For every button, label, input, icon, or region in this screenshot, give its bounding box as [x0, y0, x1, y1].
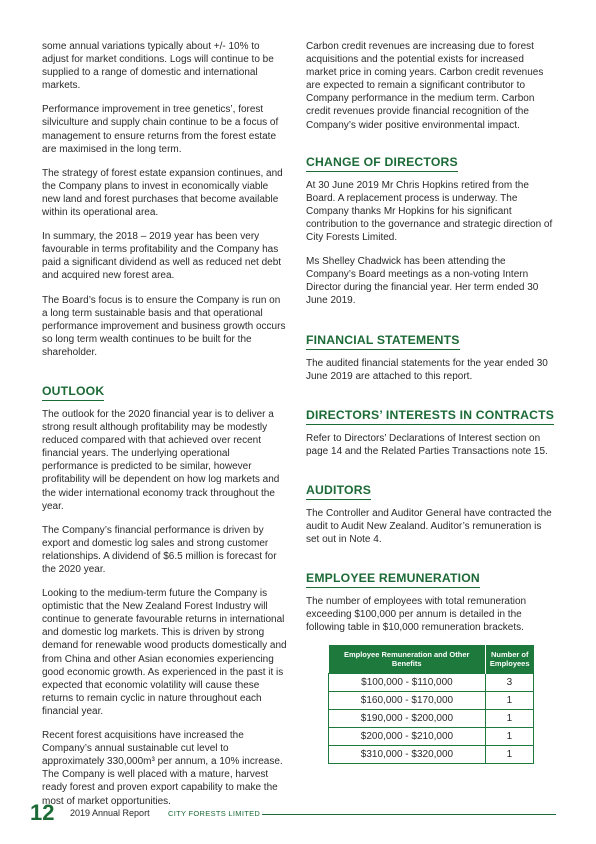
outlook-heading: OUTLOOK — [42, 384, 104, 401]
carbon-credit-paragraph: Carbon credit revenues are increasing due to forest acquisitions and the potential exists for increased market price in coming years. Carbon credit revenues are expected to remain a significant contributor to Company performance in the medium term. Carbon credit revenues provide financial recognition of the Company’s wider positive environmental impact. — [306, 41, 544, 131]
column-header-employees: Number of Employees — [485, 645, 533, 674]
auditors-heading: AUDITORS — [306, 483, 371, 500]
financial-statements-paragraph: The audited financial statements for the year ended 30 June 2019 are attached to this report. — [306, 357, 548, 382]
table-row — [329, 728, 534, 746]
count-cell: 3 — [485, 674, 533, 692]
bracket-cell: $310,000 - $320,000 — [329, 746, 486, 764]
directors-interests-heading: DIRECTORS’ INTERESTS IN CONTRACTS — [306, 408, 554, 425]
table-header-row — [329, 645, 534, 674]
table-row — [329, 674, 534, 692]
report-title: 2019 Annual Report — [70, 808, 150, 818]
intro-paragraph-5: The Board’s focus is to ensure the Company is run on a long term sustainable basis and that operational performance improvement and business growth occurs so long term wealth continues to be built for the shareholder. — [42, 294, 286, 358]
bracket-cell: $190,000 - $200,000 — [329, 710, 486, 728]
page-footer — [30, 801, 556, 825]
table-row — [329, 692, 534, 710]
intro-paragraph-2: Performance improvement in tree genetics’, forest silviculture and supply chain continue to be a focus of management to ensure returns from the forest estate are maximised in the long term. — [42, 104, 279, 155]
count-cell: 1 — [485, 728, 533, 746]
intro-paragraph-3: The strategy of forest estate expansion continues, and the Company plans to invest in economically viable new land and forest purchases that become available within its operational area. — [42, 167, 283, 219]
table-row — [329, 710, 534, 728]
change-of-directors-heading: CHANGE OF DIRECTORS — [306, 155, 458, 172]
count-cell: 1 — [485, 692, 533, 710]
company-name: CITY FORESTS LIMITED — [168, 809, 261, 818]
employee-remuneration-heading: EMPLOYEE REMUNERATION — [306, 571, 480, 588]
outlook-paragraph-4: Recent forest acquisitions have increased the Company’s annual sustainable cut level to approximately 330,000m³ per annum, a 10% increase. The Company is well placed with a mature, harvest ready forest and proven export capability to make the most of market opportunities. — [42, 730, 283, 807]
outlook-paragraph-2: The Company’s financial performance is driven by export and domestic log sales and strong customer relationships. A dividend of $6.5 million is forecast for the 2020 year. — [42, 524, 277, 575]
outlook-paragraph-3: Looking to the medium-term future the Company is optimistic that the New Zealand Forest Industry will continue to generate favourable returns in international and domestic log markets. This is driven by strong demand for renewable wood products domestically and from China and other Asian economies experiencing good economic growth. As experienced in the past it is expected that economic volatility will cause these returns to remain cyclic in nature throughout each financial year. — [42, 588, 287, 717]
count-cell: 1 — [485, 710, 533, 728]
remuneration-table — [328, 645, 534, 764]
change-of-directors-paragraph-1: At 30 June 2019 Mr Chris Hopkins retired from the Board. A replacement process is underway. The Company thanks Mr Hopkins for his significant contribution to the governance and strategic direction of City Forests Limited. — [306, 179, 553, 244]
bracket-cell: $200,000 - $210,000 — [329, 728, 486, 746]
directors-interests-paragraph: Refer to Directors’ Declarations of Interest section on page 14 and the Related Parties Transactions note 15. — [306, 432, 548, 457]
page-number: 12 — [30, 800, 55, 825]
table-row — [329, 746, 534, 764]
column-header-remuneration: Employee Remuneration and Other Benefits — [329, 645, 486, 674]
auditors-paragraph: The Controller and Auditor General have contracted the audit to Audit New Zealand. Auditor’s remuneration is set out in Note 4. — [306, 507, 552, 546]
outlook-paragraph-1: The outlook for the 2020 financial year is to deliver a strong result although profitability may be modestly reduced compared with that achieved over recent financial years. The underlying operational performance is predicted to be similar, however profitability will be dependent on how log markets and the wider international economy track throughout the year. — [42, 408, 280, 512]
right-column — [306, 40, 556, 764]
footer-divider — [262, 814, 556, 815]
bracket-cell: $160,000 - $170,000 — [329, 692, 486, 710]
intro-paragraph-4: In summary, the 2018 – 2019 year has been very favourable in terms profitability and the Company has paid a significant dividend as well as reduced net debt and acquired new forest area. — [42, 231, 282, 282]
intro-paragraph-1: some annual variations typically about +/- 10% to adjust for market conditions. Logs will continue to be supplied to a range of domestic and international markets. — [42, 41, 274, 92]
count-cell: 1 — [485, 746, 533, 764]
left-column — [42, 40, 288, 819]
change-of-directors-paragraph-2: Ms Shelley Chadwick has been attending the Company’s Board meetings as a non-voting Intern Director during the financial year. Her term ended 30 June 2019. — [306, 256, 539, 307]
bracket-cell: $100,000 - $110,000 — [329, 674, 486, 692]
employee-remuneration-paragraph: The number of employees with total remuneration exceeding $100,000 per annum is detailed in the following table in $10,000 remuneration brackets. — [306, 596, 527, 634]
financial-statements-heading: FINANCIAL STATEMENTS — [306, 333, 460, 350]
